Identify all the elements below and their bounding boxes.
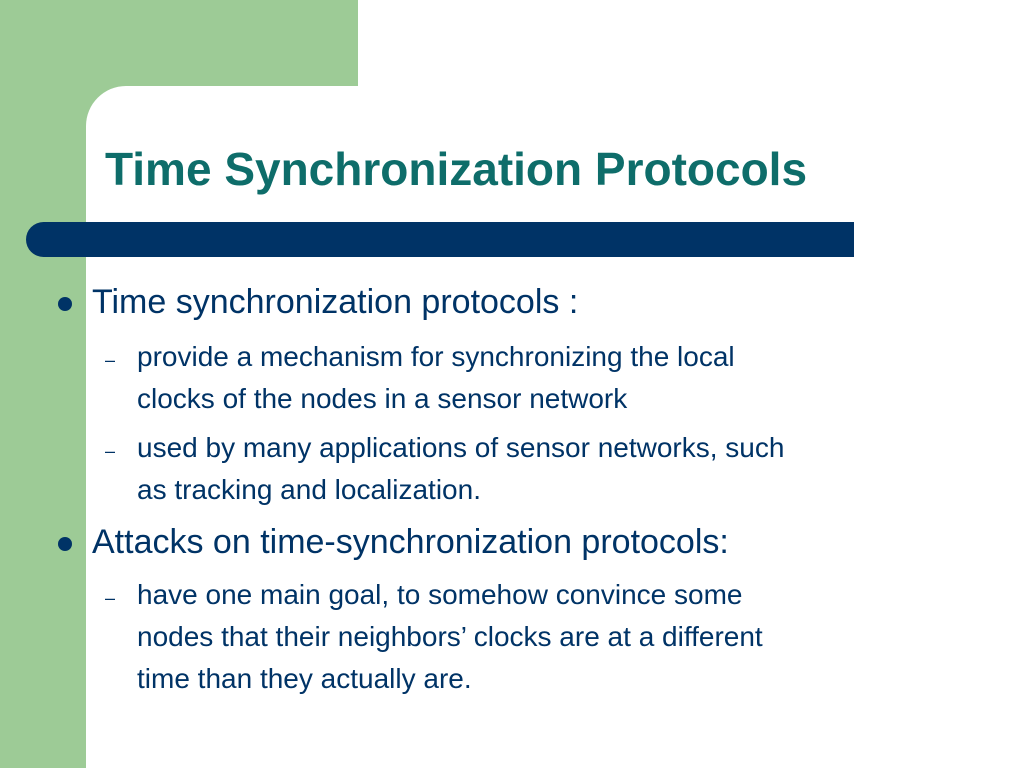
dash-icon: – [105,350,116,370]
slide-title: Time Synchronization Protocols [105,143,808,195]
sub-bullet-line: nodes that their neighbors’ clocks are at a different [137,621,763,652]
bullet-dot-icon [58,537,72,551]
sub-bullet-line: as tracking and localization. [137,474,481,505]
dash-icon: – [105,588,116,608]
title-underline-bar [26,222,854,257]
bullet-dot-icon [58,297,72,311]
sub-bullet-item [137,574,957,700]
sub-bullet-line: clocks of the nodes in a sensor network [137,383,628,414]
sub-bullet-line: have one main goal, to somehow convince some [137,579,743,610]
sub-bullet-item [137,336,957,420]
sub-bullet-item [137,427,957,511]
sub-bullet-line: provide a mechanism for synchronizing the local [137,341,735,372]
dash-icon: – [105,441,116,461]
sub-bullet-line: used by many applications of sensor networks, such [137,432,785,463]
bullet-item: Attacks on time-synchronization protocols: [92,523,729,561]
bullet-item: Time synchronization protocols : [92,283,579,321]
sub-bullet-line: time than they actually are. [137,663,472,694]
